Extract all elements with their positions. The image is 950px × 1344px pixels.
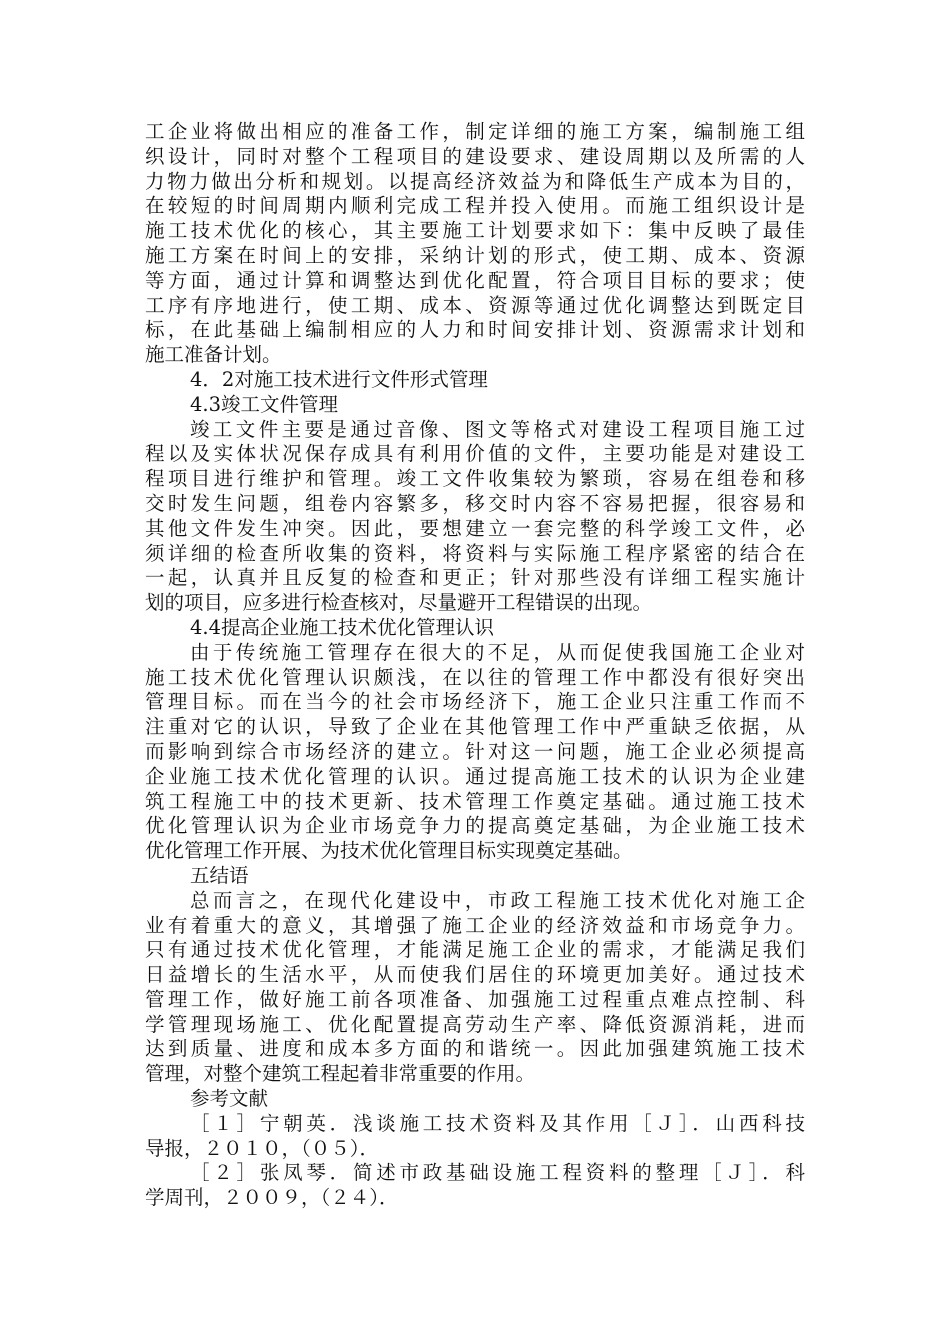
text-line: ［２］张凤琴．简述市政基础设施工程资料的整理［Ｊ］．科	[190, 1161, 805, 1185]
text-line: 划的项目，应多进行检查核对，尽量避开工程错误的出现。	[145, 591, 653, 615]
text-line: ［１］宁朝英．浅谈施工技术资料及其作用［Ｊ］．山西科技	[190, 1111, 805, 1135]
text-line: 管理目标。而在当今的社会市场经济下，施工企业只注重工作而不	[145, 690, 805, 714]
text-line: 日益增长的生活水平，从而使我们居住的环境更加美好。通过技术	[145, 963, 805, 987]
text-line: 交时发生问题，组卷内容繁多，移交时内容不容易把握，很容易和	[145, 491, 805, 515]
text-line: 4.3竣工文件管理	[190, 392, 339, 416]
text-line: 织设计，同时对整个工程项目的建设要求、建设周期以及所需的人	[145, 144, 805, 168]
text-line: 注重对它的认识，导致了企业在其他管理工作中严重缺乏依据，从	[145, 715, 805, 739]
text-line: 其他文件发生冲突。因此，要想建立一套完整的科学竣工文件，必	[145, 516, 805, 540]
text-line: 须详细的检查所收集的资料，将资料与实际施工程序紧密的结合在	[145, 541, 805, 565]
text-line: 业有着重大的意义，其增强了施工企业的经济效益和市场竞争力。	[145, 913, 805, 937]
text-line: 工企业将做出相应的准备工作，制定详细的施工方案，编制施工组	[145, 120, 805, 143]
text-line: 力物力做出分析和规划。以提高经济效益为和降低生产成本为目的，	[145, 169, 805, 193]
text-line: 五结语	[190, 863, 249, 887]
text-line: 工序有序地进行，使工期、成本、资源等通过优化调整达到既定目	[145, 293, 805, 317]
document-page	[145, 120, 805, 1211]
text-line: 管理，对整个建筑工程起着非常重要的作用。	[145, 1062, 536, 1086]
text-line: 达到质量、进度和成本多方面的和谐统一。因此加强建筑施工技术	[145, 1037, 805, 1061]
text-line: 而影响到综合市场经济的建立。针对这一问题，施工企业必须提高	[145, 739, 805, 763]
text-line: 学管理现场施工、优化配置提高劳动生产率、降低资源消耗，进而	[145, 1012, 805, 1036]
text-line: 一起，认真并且反复的检查和更正；针对那些没有详细工程实施计	[145, 566, 805, 590]
text-line: 筑工程施工中的技术更新、技术管理工作奠定基础。通过施工技术	[145, 789, 805, 813]
text-line: 施工准备计划。	[145, 343, 282, 367]
text-line: 在较短的时间周期内顺利完成工程并投入使用。而施工组织设计是	[145, 194, 805, 218]
text-line: 程项目进行维护和管理。竣工文件收集较为繁琐，容易在组卷和移	[145, 467, 805, 491]
text-line: 企业施工技术优化管理的认识。通过提高施工技术的认识为企业建	[145, 764, 805, 788]
text-line: 参考文献	[190, 1087, 269, 1111]
text-line: 优化管理认识为企业市场竞争力的提高奠定基础，为企业施工技术	[145, 814, 805, 838]
text-line: 导报，２０１０，（０５）．	[145, 1136, 380, 1160]
text-line: 程以及实体状况保存成具有利用价值的文件，主要功能是对建设工	[145, 442, 805, 466]
text-line: 竣工文件主要是通过音像、图文等格式对建设工程项目施工过	[190, 417, 805, 441]
text-line: 标，在此基础上编制相应的人力和时间安排计划、资源需求计划和	[145, 318, 805, 342]
text-line: 等方面，通过计算和调整达到优化配置，符合项目目标的要求；使	[145, 268, 805, 292]
text-line: 施工技术优化管理认识颇浅，在以往的管理工作中都没有很好突出	[145, 665, 805, 689]
text-line: 总而言之，在现代化建设中，市政工程施工技术优化对施工企	[190, 888, 805, 912]
text-line: 施工方案在时间上的安排，采纳计划的形式，使工期、成本、资源	[145, 243, 805, 267]
text-line: 4．2对施工技术进行文件形式管理	[190, 367, 488, 391]
text-line: 优化管理工作开展、为技术优化管理目标实现奠定基础。	[145, 839, 633, 863]
text-line: 由于传统施工管理存在很大的不足，从而促使我国施工企业对	[190, 640, 805, 664]
text-line: 只有通过技术优化管理，才能满足施工企业的需求，才能满足我们	[145, 938, 805, 962]
text-line: 管理工作，做好施工前各项准备、加强施工过程重点难点控制、科	[145, 987, 805, 1011]
text-line: 学周刊，２００９，（２４）．	[145, 1186, 399, 1210]
text-line: 施工技术优化的核心，其主要施工计划要求如下：集中反映了最佳	[145, 219, 805, 243]
text-line: 4.4提高企业施工技术优化管理认识	[190, 615, 495, 639]
